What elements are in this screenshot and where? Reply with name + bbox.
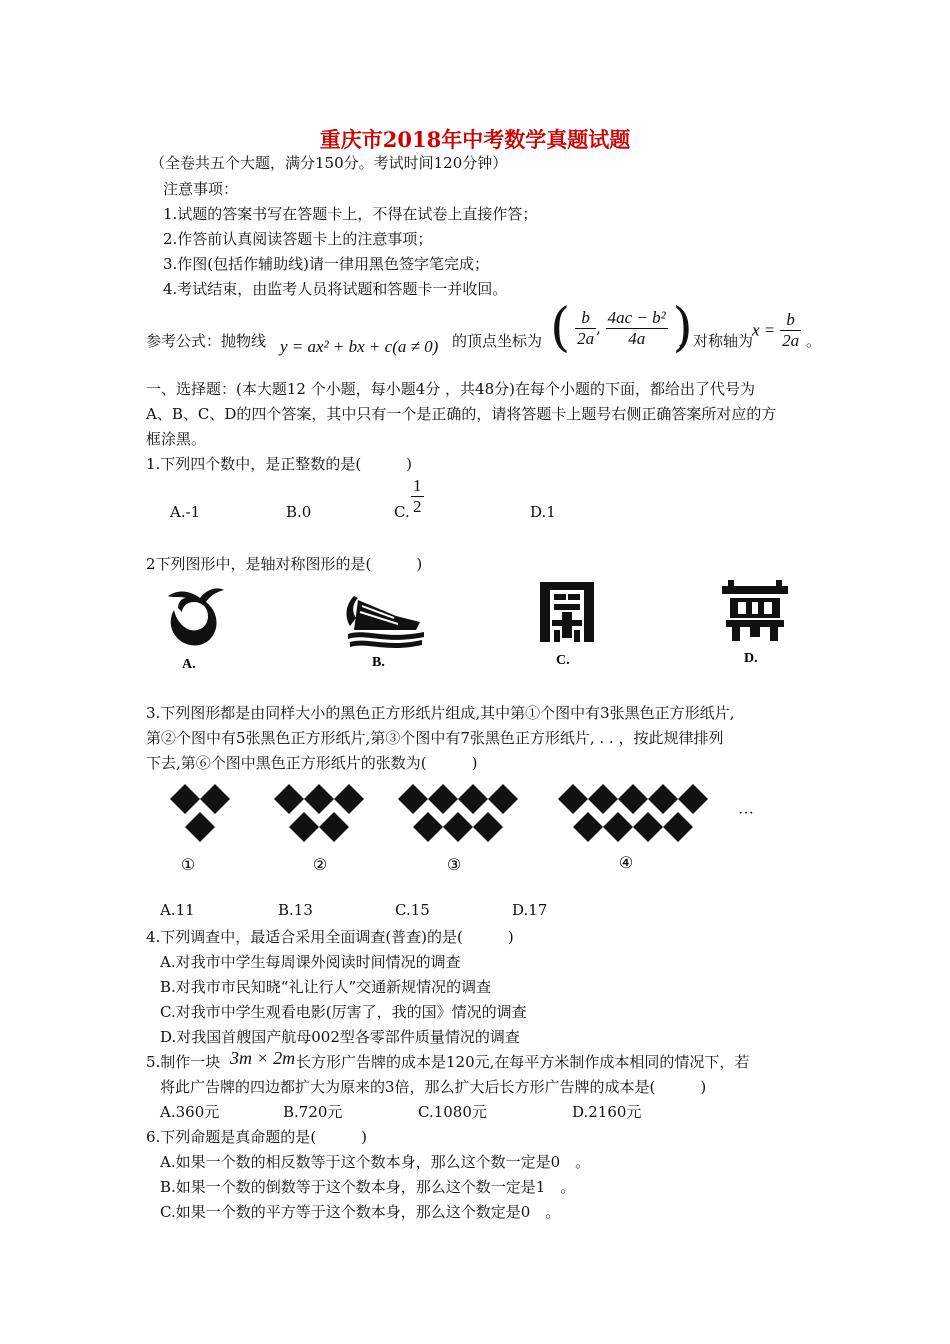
question-3-stem: 3.下列图形都是由同样大小的黑色正方形纸片组成,其中第①个图中有3张黑色正方形纸片, bbox=[146, 704, 735, 722]
question-5-prefix: 5.制作一块 bbox=[146, 1053, 221, 1071]
q3-option-c: C.15 bbox=[395, 901, 430, 919]
q5-dimensions: 3m × 2m bbox=[230, 1048, 296, 1068]
q6-option-c: C.如果一个数的平方等于这个数本身，那么这个数定是0 。 bbox=[160, 1203, 561, 1221]
black-square-diamond bbox=[304, 784, 334, 814]
vertex-x-numerator: b bbox=[575, 308, 596, 329]
notice-item: 3.作图(包括作辅助线)请一律用黑色签字笔完成； bbox=[163, 255, 490, 273]
black-square-diamond bbox=[170, 784, 200, 814]
question-3-text: 第②个图中有5张黑色正方形纸片,第③个图中有7张黑色正方形纸片, . . ，按此规律排列 bbox=[146, 729, 724, 747]
q5-option-c: C.1080元 bbox=[418, 1103, 487, 1121]
notice-item: 2.作答前认真阅读答题卡上的注意事项； bbox=[163, 230, 433, 248]
page-title: 重庆市2018年中考数学真题试题 bbox=[319, 127, 631, 152]
question-2-stem: 2下列图形中，是轴对称图形的是( ) bbox=[146, 555, 423, 573]
q6-option-b: B.如果一个数的倒数等于这个数本身，那么这个数一定是1 。 bbox=[160, 1178, 576, 1196]
q3-option-b: B.13 bbox=[278, 901, 313, 919]
black-square-diamond bbox=[648, 784, 678, 814]
black-square-diamond bbox=[663, 812, 693, 842]
black-square-diamond bbox=[558, 784, 588, 814]
black-square-diamond bbox=[488, 784, 518, 814]
black-square-diamond bbox=[274, 784, 304, 814]
axis-text: ，对称轴为 bbox=[678, 332, 754, 350]
vertex-coordinates: ( $\frac{b}{2a}$ , $\frac{\text{4ac − b²}}{4a}$ ) bbox=[550, 298, 693, 358]
q4-option-d: D.对我国首艘国产航母002型各零部件质量情况的调查 bbox=[160, 1028, 520, 1046]
black-square-diamond bbox=[458, 784, 488, 814]
notice-heading: 注意事项： bbox=[163, 180, 239, 198]
q6-option-a: A.如果一个数的相反数等于这个数本身，那么这个数一定是0 。 bbox=[160, 1153, 591, 1171]
q3-label-2: ② bbox=[312, 857, 328, 874]
vertex-x-denominator: 2a bbox=[577, 328, 595, 348]
question-5-text: 长方形广告牌的成本是120元,在每平方米制作成本相同的情况下，若 bbox=[296, 1053, 750, 1071]
q2-figure-c bbox=[532, 576, 602, 672]
q2-figure-b bbox=[336, 582, 432, 672]
black-square-diamond bbox=[618, 784, 648, 814]
black-square-diamond bbox=[573, 812, 603, 842]
black-square-diamond bbox=[428, 784, 458, 814]
formula-end: 。 bbox=[806, 332, 822, 350]
q3-label-3: ③ bbox=[446, 857, 462, 874]
q2-figure-a bbox=[160, 582, 230, 672]
notice-item: 1.试题的答案书写在答题卡上，不得在试卷上直接作答； bbox=[163, 205, 538, 223]
formula-prefix: 参考公式：抛物线 bbox=[146, 332, 267, 350]
q4-option-c: C.对我市中学生观看电影(厉害了，我的国》情况的调查 bbox=[160, 1003, 527, 1021]
question-1-stem: 1.下列四个数中，是正整数的是( ) bbox=[146, 455, 413, 473]
vertex-y-denominator: 4a bbox=[628, 328, 646, 348]
q5-option-b: B.720元 bbox=[283, 1103, 343, 1121]
parabola-equation: y = ax² + bx + c(a ≠ 0) bbox=[280, 337, 439, 356]
q2-figure-d bbox=[718, 576, 792, 668]
black-square-diamond bbox=[398, 784, 428, 814]
q3-label-1: ① bbox=[180, 857, 196, 874]
q4-option-a: A.对我市中学生每周课外阅读时间情况的调查 bbox=[160, 953, 461, 971]
black-square-diamond bbox=[633, 812, 663, 842]
q1-option-b: B.0 bbox=[286, 503, 312, 521]
section-heading: 一、选择题：(本大题12 个小题，每小题4分 ，共48分)在每个小题的下面，都给出了代号为 bbox=[146, 380, 755, 398]
black-square-diamond bbox=[603, 812, 633, 842]
notice-item: 4.考试结束，由监考人员将试题和答题卡一并收回。 bbox=[163, 280, 508, 298]
section-text: 框涂黑。 bbox=[146, 430, 207, 448]
q2-label-c: C. bbox=[556, 653, 570, 668]
q3-option-a: A.11 bbox=[160, 901, 195, 919]
question-5-text: 将此广告牌的四边都扩大为原来的3倍，那么扩大后长方形广告牌的成本是( ) bbox=[160, 1078, 707, 1096]
question-3-text: 下去,第⑥个图中黑色正方形纸片的张数为( ) bbox=[146, 754, 478, 772]
q1-option-c: C. bbox=[394, 503, 410, 521]
formula-middle: 的顶点坐标为 bbox=[452, 332, 543, 350]
black-square-diamond bbox=[588, 784, 618, 814]
q5-option-d: D.2160元 bbox=[572, 1103, 642, 1121]
q3-option-d: D.17 bbox=[512, 901, 548, 919]
black-square-diamond bbox=[200, 784, 230, 814]
black-square-diamond bbox=[473, 812, 503, 842]
q4-option-b: B.对我市市民知晓“礼让行人”交通新规情况的调查 bbox=[160, 978, 492, 996]
black-square-diamond bbox=[443, 812, 473, 842]
q3-label-4: ④ bbox=[618, 855, 634, 872]
q5-option-a: A.360元 bbox=[160, 1103, 220, 1121]
q2-label-b: B. bbox=[372, 655, 385, 670]
q1-fraction: $\frac{1}{2}$ bbox=[413, 476, 422, 516]
q3-ellipsis: ··· bbox=[738, 805, 754, 822]
q1-option-d: D.1 bbox=[530, 503, 556, 521]
q2-label-d: D. bbox=[744, 651, 758, 666]
axis-of-symmetry: x = $\frac{b}{2a}$ bbox=[752, 310, 800, 350]
q2-label-a: A. bbox=[182, 657, 196, 672]
black-square-diamond bbox=[289, 812, 319, 842]
black-square-diamond bbox=[678, 784, 708, 814]
black-square-diamond bbox=[185, 812, 215, 842]
question-6-stem: 6.下列命题是真命题的是( ) bbox=[146, 1128, 368, 1146]
vertex-y-numerator: 4ac − b² bbox=[607, 307, 666, 327]
question-4-stem: 4.下列调查中，最适合采用全面调查(普查)的是( ) bbox=[146, 928, 514, 946]
q3-pattern-figures bbox=[150, 778, 770, 878]
section-text: A、B、C、D的四个答案，其中只有一个是正确的，请将答题卡上题号右侧正确答案所对应的方 bbox=[146, 405, 777, 423]
black-square-diamond bbox=[319, 812, 349, 842]
q1-option-a: A.-1 bbox=[170, 503, 201, 521]
exam-info: （全卷共五个大题，满分150分。考试时间120分钟） bbox=[150, 154, 508, 172]
black-square-diamond bbox=[413, 812, 443, 842]
black-square-diamond bbox=[334, 784, 364, 814]
